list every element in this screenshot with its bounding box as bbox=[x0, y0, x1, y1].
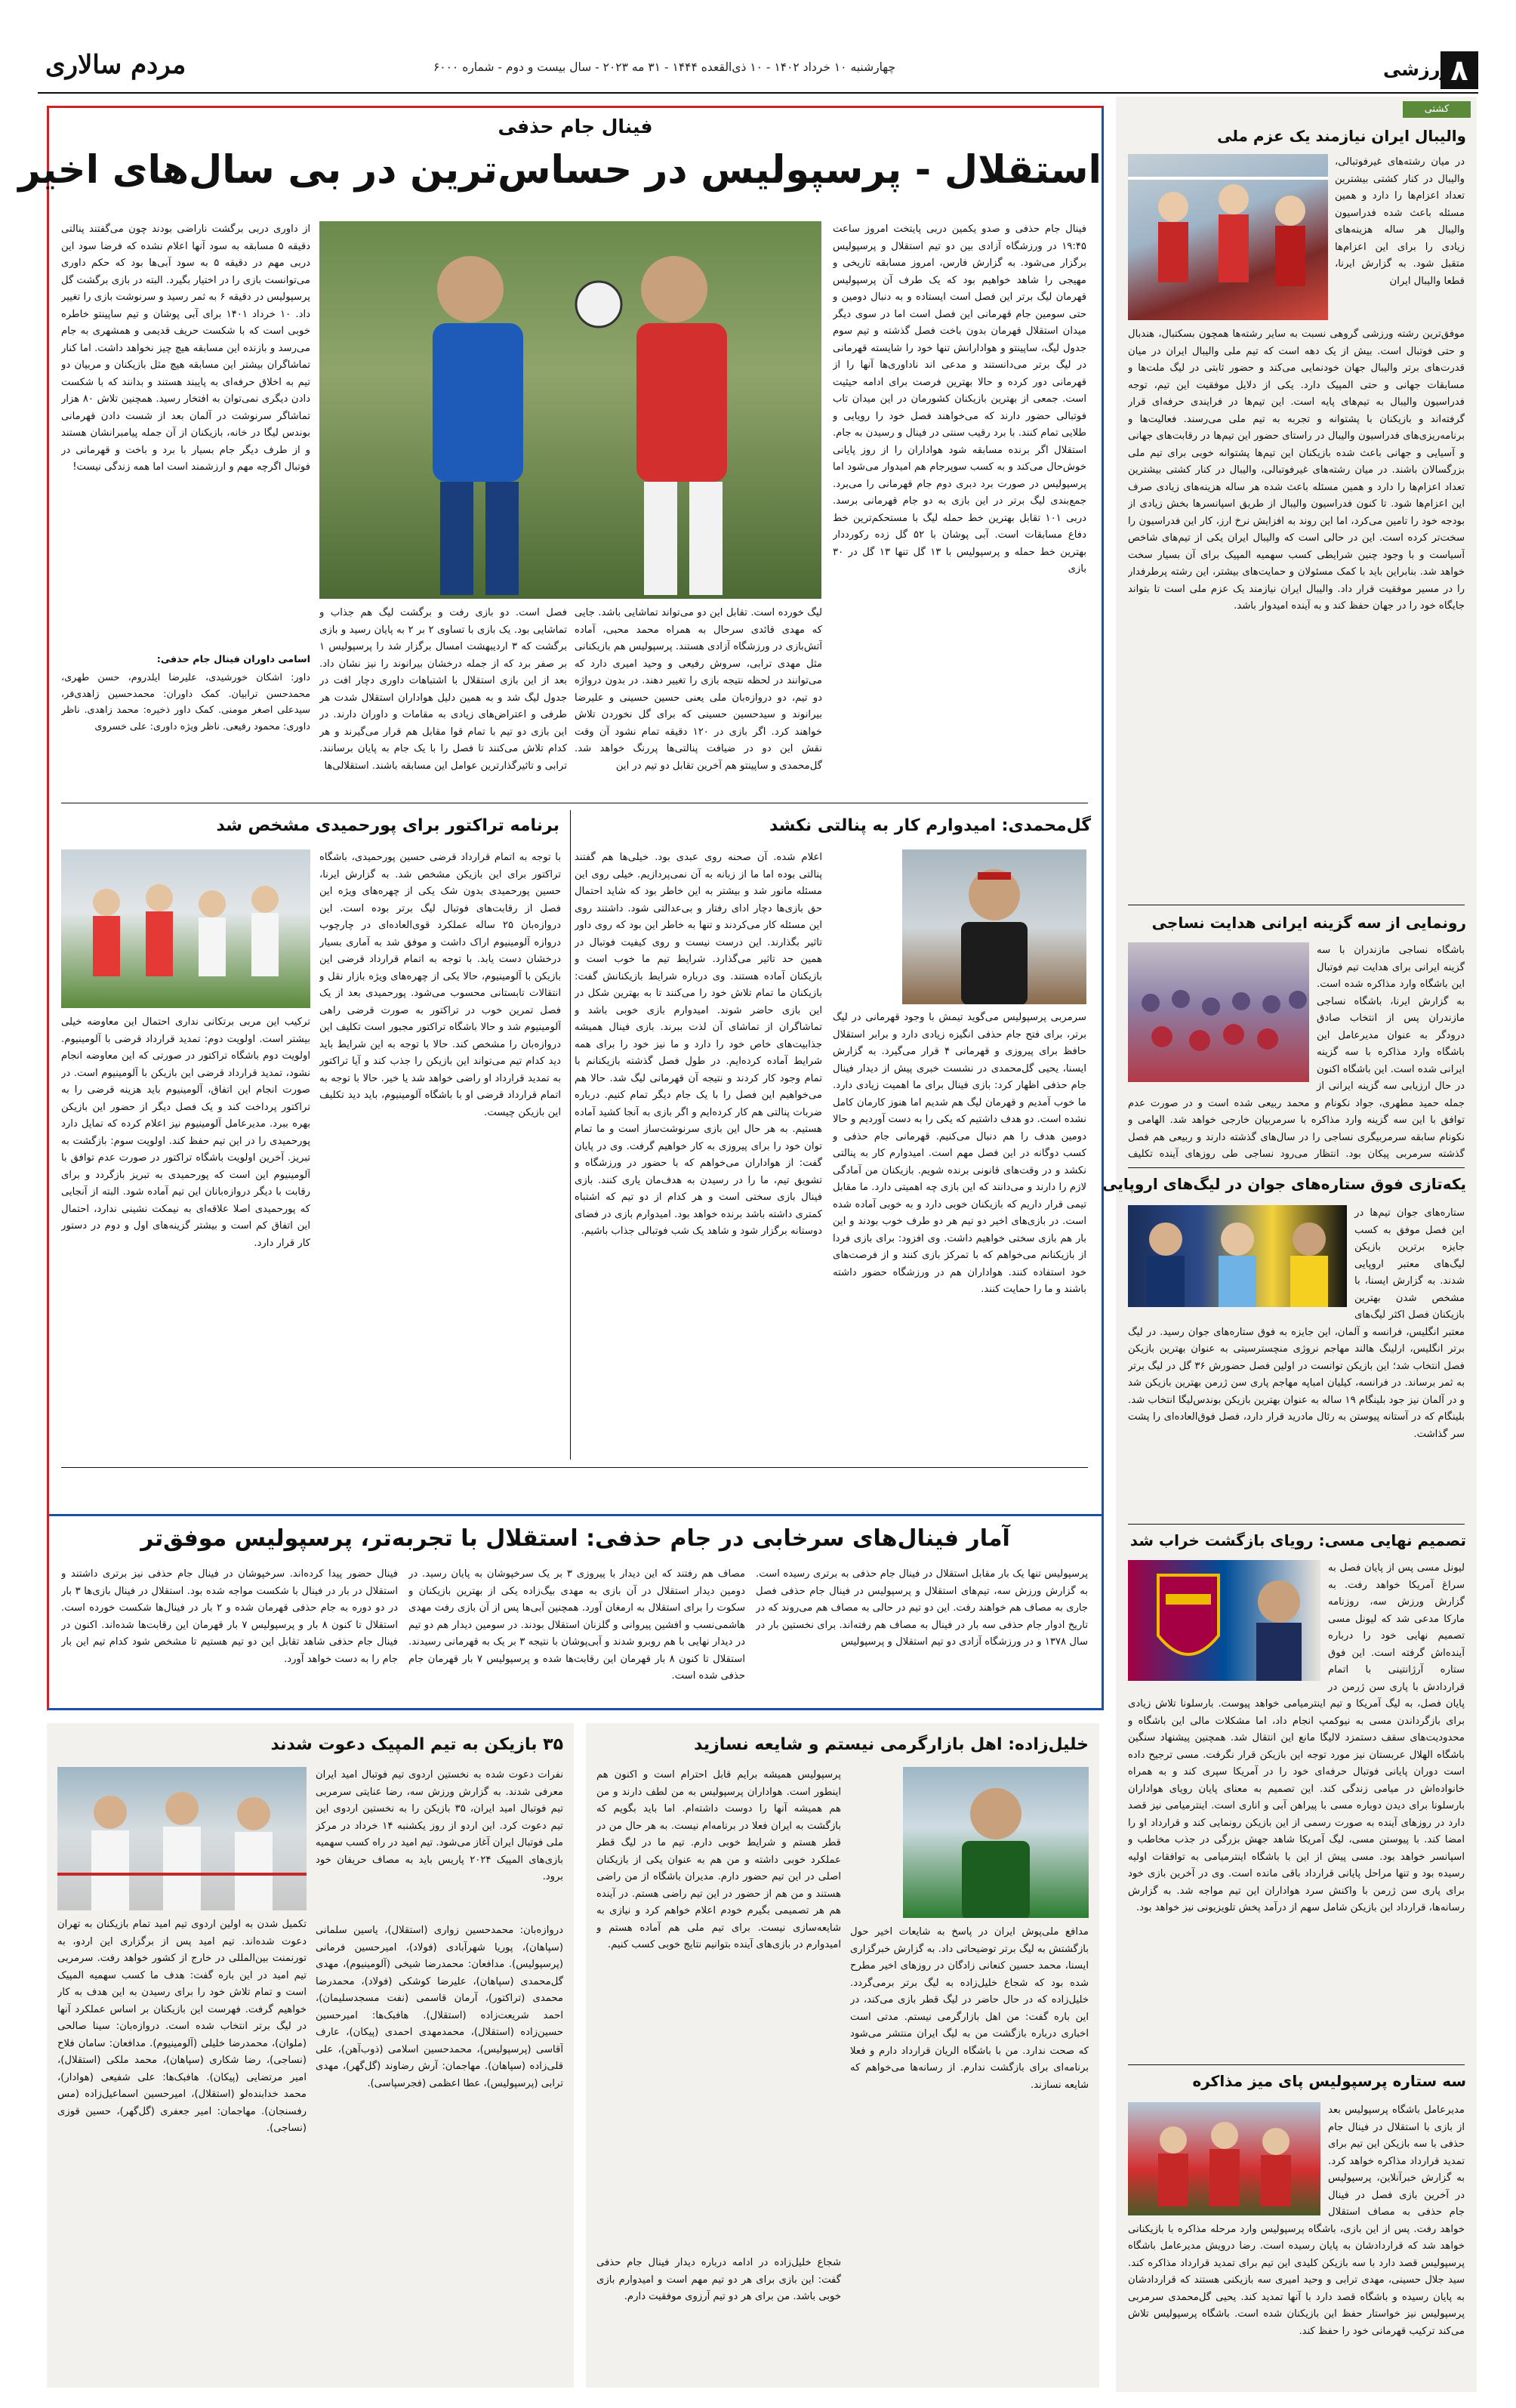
tractor-col-1: با توجه به اتمام قرارداد قرضی حسین پورحمیدی، باشگاه تراکتور برای این بازیکن مشخص شد. به گزارش ایرنا، حسین پورحمیدی بدون شک یکی از چهره‌های ویژه این فصل از رقابت‌های فوتبال لیگ برتر بوده است. این دروازه‌بان ۲۵ ساله عملکرد قوی‌العاده‌ای در چارچوب دروازه آلومینیوم اراک داشت و موفق شد به آماری بسیار درخشان دست یابد. با توجه به اتمام قرارداد قرضی این بازیکن با آلومینیوم، حالا یکی از چهره‌های ویژه بازار نقل و انتقالات تابستانی محسوب می‌شود. پورحمیدی بعد از یک فصل تمرین خوب در تراکتور به صورت قرضی راهی آلومینیوم شد و حالا باشگاه تراکتور مجبور است تکلیف این دروازه‌بان را مشخص کند. حالا با توجه به این شرایط باید دید کدام تیم می‌تواند این بازیکن را جذب کند و آیا تراکتور به تمدید قرارداد او راضی خواهد شد یا خیر. حالا با توجه به اتمام قرارداد قرضی او با باشگاه آلومینیوم، باید دید تکلیف این بازیکن چیست. bbox=[319, 852, 561, 1118]
golmohammadi-photo-art bbox=[902, 849, 1086, 1004]
khalilzadeh-title: خلیل‌زاده: اهل بازارگرمی نیستم و شایعه نسازید bbox=[694, 1735, 1089, 1754]
khalilzadeh-col-1: مدافع ملی‌پوش ایران در پاسخ به شایعات اخیر حول بازگشتش به لیگ برتر توضیحاتی داد. به گزارش خبرگزاری ایسنا، محمد حسین کنعانی زادگان در روزهای اخیر مطرح شده بود که شجاع خلیل‌زاده به لیگ برتر برمی‌گردد. خلیل‌زاده که در حال حاضر در لیگ قطر بازی می‌کند، در این باره گفت: من اهل بازارگرمی نیستم. مدتی است اخباری درباره بازگشت من به لیگ ایران منتشر می‌شود که صحت ندارد. من با باشگاه الریان قرارداد دارم و فعلا برنامه‌ای برای بازگشت ندارم. از رسانه‌ها می‌خواهم که شایعه نسازند. bbox=[850, 1926, 1089, 2091]
lead-col-1: فینال جام حذفی و صدو یکمین دربی پایتخت امروز ساعت ۱۹:۴۵ در ورزشگاه آزادی بین دو تیم استقلال و پرسپولیس برگزار می‌شود. به گزارش فارس، امروز مسابقه تاریخی و مهیجی را شاهد خواهیم بود که یک طرف آن پرسپولیس قهرمان لیگ برتر این فصل است ایستاده و به دنبال دومین و حتی سومین جام قهرمانی این فصل است اما در سوی دیگر میدان استقلال قهرمان بدون باخت فصل گذشته و تیم سوم جدول لیگ، ساپینتو و هوادارانش تنها خود را شایسته قهرمانی در لیگ برتر می‌دانستند و مدعی اند ناداوری‌ها آنها را از قهرمانی دور کرده و حالا بهترین فرصت برای ادامه حیثیت است. جمعی از بهترین بازیکنان کشورمان در این میدان تاب فوتبالی حضور دارند که می‌خواهند فصل خود را رویایی و طلایی تمام کنند. با برد رقیب سنتی در فینال و رسیدن به جام. استقلال اگر برنده مسابقه شود هواداران را از روز پایانی خوش‌حال می‌کند و به کسب سوپرجام هم امیدوار می‌شود اما پرسپولیس در صورت برد دبری دوم جام قهرمانی را می‌برد. جمع‌بندی لیگ برتر در این بازی به دو جام قهرمانی برسد. دربی ۱۰۱ تقابل بهترین خط حمله لیگ با مستحکم‌ترین خط دفاع مسابقات است. آبی پوشان با ۵۲ گل زده رکورددار بهترین خط حمله و پرسپولیس با ۱۳ گل تنها ۱۳ گل در ۳۰ بازی bbox=[833, 224, 1086, 575]
olympic-intro: نفرات دعوت شده به نخستین اردوی تیم فوتبال امید ایران معرفی شدند. به گزارش ورزش سه، رضا عنایتی سرمربی تیم فوتبال امید ایران، ۳۵ بازیکن را به نخستین اردوی این تیم دعوت کرد. این اردو از روز یکشنبه ۱۴ خرداد در مرکز ملی فوتبال ایران آغاز می‌شود. تیم امید در راه کسب سهمیه بازی‌های المپیک ۲۰۲۴ پاریس باید به مصاف حریفان خود برود. bbox=[316, 1769, 563, 1882]
volleyball-title: والیبال ایران نیازمند یک عزم ملی bbox=[1217, 127, 1466, 145]
persepolis-body bbox=[1128, 2102, 1465, 2389]
lead-col-3: فصل است. دو بازی رفت و برگشت لیگ هم جذاب و تماشایی بود. یک بازی با تساوی ۲ بر ۲ به پایان رسید و بازی برگشت که ۳ اردیبهشت امسال برگزار شد را پرسپولیس ۱ بر صفر برد که از جمله درخشان بیرانوند را نیز نشان داد. بعد از این بازی استقلال با اشتباهات داوری دچار افت در جدول لیگ شد و به همین دلیل هواداران استقلال شدت هر طرفی و اعتراض‌های زیادی به مقامات و داوران دارند. در این بازی دو تیم با تمام قوا مقابل هم قرار می‌گیرند و هر کدام تلاش می‌کنند تا فصل را با یک جام به پایان برسانند. ترابی و تاثیرگذارترین عوامل این مسابقه باشند. استقلالی‌ها bbox=[319, 607, 567, 772]
nassaji-title: رونمایی از سه گزینه ایرانی هدایت نساجی bbox=[1151, 914, 1466, 932]
sidebar-tag: کشتی bbox=[1403, 101, 1471, 118]
tractor-photo-art bbox=[61, 849, 310, 1008]
khalilzadeh-col-3: شجاع خلیل‌زاده در ادامه درباره دیدار فینال جام حذفی گفت: این بازی برای هر دو تیم مهم است و امیدوارم بازی خوبی باشد. من برای هر دو تیم آرزوی موفقیت دارم. bbox=[596, 2257, 841, 2302]
lineup-label: اسامی داوران فینال جام حذفی: bbox=[156, 654, 310, 665]
sidebar-divider-4 bbox=[1128, 2064, 1465, 2065]
olympic-title: ۳۵ بازیکن به تیم المپیک دعوت شدند bbox=[270, 1735, 563, 1754]
tractor-col-2: ترکیب این مربی برتکانی نداری احتمال این معاوضه خیلی بیشتر است. اولویت دوم: تمدید قرارداد قرضی با آلومینیوم. اولویت دوم باشگاه تراکتور در صورتی که این معاوضه انجام نشود، تمدید قرارداد قرضی این بازیکن با آلومینیوم است. در صورت انجام این اتفاق، آلومینیوم باید هزینه قرضی را به تراکتور پرداخت کند و یک فصل دیگر از حضور این بازیکن بهره ببرد. مدیرعامل آلومینیوم نیز اعلام کرده که تمایل دارد پورحمیدی را در این تیم حفظ کند. اولویت سوم: بازگشت به تبریز. آخرین اولویت باشگاه تراکتور در صورت عدم توافق با آلومینیوم این است که پورحمیدی به تبریز بازگردد و برای رقابت با دیگر دروازه‌بانان این تیم آماده شود. البته از آنجایی که پورحمیدی اصلا علاقه‌ای به نیمکت نشینی ندارد، احتمال این اتفاق کم است و بیشتر گزینه‌های اول و دوم در دستور کار قرار دارد. bbox=[61, 1016, 310, 1249]
lead-kicker: فینال جام حذفی bbox=[498, 116, 653, 137]
stars-text: ستاره‌های جوان تیم‌ها در این فصل موفق به کسب جایزه برترین بازیکن لیگ‌های معتبر اروپایی شدند. به گزارش ایسنا، با مشخص شدن بهترین بازیکنان فصل اکثر لیگ‌های معتبر انگلیس، فرانسه و آلمان، این جایزه به فوق ستاره‌های جوان رسید. در لیگ برتر انگلیس، ارلینگ هالند مهاجم نروژی منچسترسیتی به عنوان بهترین بازیکن فصل انتخاب شد؛ این بازیکن توانست در اولین فصل حضورش ۳۶ گل در لیگ برتر به ثمر برساند. در فرانسه، کیلیان امباپه مهاجم پاری سن ژرمن بهترین بازیکن شد و در آلمان نیز جود بلینگام ۱۹ ساله به عنوان بهترین بازیکن بوندس‌لیگا انتخاب شد. بلینگام که در آستانه پیوستن به رئال مادرید قرار دارد، فصل فوق‌العاده‌ای را پشت سر گذاشت. bbox=[1128, 1207, 1465, 1440]
page-number: ۸ bbox=[1441, 51, 1478, 89]
dateline: چهارشنبه ۱۰ خرداد ۱۴۰۲ - ۱۰ ذی‌القعده ۱۴۴۴ - ۳۱ مه ۲۰۲۳ - سال بیست و دوم - شماره ۶۰۰۰ bbox=[433, 60, 896, 74]
golmohammadi-title: گل‌محمدی: امیدوارم کار به پنالتی نکشد bbox=[769, 816, 1091, 835]
lead-box bbox=[18, 106, 1104, 1516]
olympic-box bbox=[47, 1723, 574, 2388]
volleyball-intro: در میان رشته‌های غیرفوتبالی، والیبال در کنار کشتی بیشترین تعداد اعزام‌ها را دارد و همین مسئله باعث شده فدراسیون والیبال هر ساله هزینه‌های زیادی را برای این اعزام‌ها متقبل شود. به گزارش ایرنا، قطعا والیبال ایران bbox=[1335, 156, 1465, 287]
lead-title: استقلال - پرسپولیس در حساس‌ترین در بی سال‌های اخیر bbox=[18, 148, 1102, 193]
tractor-title: برنامه تراکتور برای پورحمیدی مشخص شد bbox=[216, 816, 559, 835]
stats-col-2: مصاف هم رفتند که این دیدار با پیروزی ۳ بر یک سرخپوشان به پایان رسید. در دومین دیدار استقلال در آن بازی به مهدی بیگ‌زاده یکی از بهترین بازیکنان و سکوت را برای استقلال به ارمغان آورد. همچنین آبی‌ها پس از آن بازی رفت مهدی هاشمی‌نسب و افشین پیروانی و گلزنان استقلال بودند. در سومین دیدار هم دو تیم در دیدار نهایی با هم روبرو شدند و آبی‌پوشان با نتیجه ۳ بر یک به قهرمانی رسیدند. استقلال تا کنون ۸ بار قهرمان این رقابت‌ها شده و پرسپولیس ۷ بار قهرمان جام حذفی شده است. bbox=[408, 1568, 745, 1682]
khalilzadeh-box bbox=[586, 1723, 1099, 2388]
golmohammadi-col-2: اعلام شده. آن صحنه روی عبدی بود. خیلی‌ها هم گفتند پنالتی بوده اما ما از زبانه به آن نمی‌پردازیم. خیلی روی این مسئله مانور شد و بیشتر به این خاطر بود که شاید احتمال حق بازی‌ها دچار ادای رفتار و بی‌عدالتی شود. داشتند روی این مسئله کار می‌کردند و تنها به خاطر این بود که روی داور تاثیر بگذارند. این درست نیست و روی کیفیت فوتبال در همین حد تاثیر می‌گذارد. شرایط تیم ما خوب است و بازیکنان آماده هستند. وی درباره شرایط بازیکنانش گفت: بازیکنان ما تمام تلاش خود را می‌کنند تا به بهترین شکل در این بازی حاضر شوند. امیدوارم بازی خوبی باشد و تماشاگران از تماشای آن لذت ببرند. بازی فینال همیشه جذابیت‌های خاص خود را دارد و ما نیز خود را برای همه شرایط آماده کرده‌ایم. در طول فصل گذشته بازیکنانم با تمام وجود کار کردند و نتیجه آن قهرمانی لیگ شد. حالا هم می‌خواهیم این فصل را با یک جام دیگر تمام کنیم. درباره ضربات پنالتی هم کار کرده‌ایم و اگر بازی به آنجا کشید آماده هستیم. به هر حال این بازی سرنوشت‌ساز است و ما تمام توان خود را برای پیروزی به کار خواهیم گرفت. وی در پایان گفت: از هواداران می‌خواهم که با حضور در ورزشگاه و تشویق تیم، ما را در رسیدن به هدف‌مان یاری کنند. بازی فینال بازی سختی است و هر کدام از دو تیم که اشتباه کمتری داشته باشد برنده خواهد بود. امیدوارم بازی در فضای دوستانه برگزار شود و شاهد یک شب فوتبالی جذاب باشیم. bbox=[575, 852, 822, 1237]
stats-title: آمار فینال‌های سرخابی در جام حذفی: استقلال با تجربه‌تر، پرسپولیس موفق‌تر bbox=[140, 1525, 1010, 1552]
messi-body bbox=[1128, 1560, 1465, 2058]
messi-title: تصمیم نهایی مسی: رویای بازگشت خراب شد bbox=[1129, 1531, 1466, 1549]
section-name: ورزشی bbox=[1383, 59, 1452, 80]
messi-text: لیونل مسی پس از پایان فصل به سراغ آمریکا خواهد رفت. به گزارش ورزش سه، روزنامه مارکا مدعی شد که لیونل مسی تصمیم نهایی خود را درباره آینده‌اش گرفته است. این فوق ستاره آرژانتینی با اتمام قراردادش با پاری سن ژرمن در پایان فصل، به لیگ آمریکا و تیم اینترمیامی خواهد پیوست. بارسلونا تلاش زیادی برای بازگرداندن مسی به نیوکمپ انجام داد، اما مشکلات مالی این باشگاه و محدودیت‌های سقف دستمزد لالیگا مانع این انتقال شد. همچنین پیشنهاد سنگین باشگاه الهلال عربستان نیز مورد توجه این بازیکن قرار نگرفت. مسی ترجیح داده است دوران پایانی فوتبال حرفه‌ای خود را در آمریکا سپری کند و به همراه خانواده‌اش در میامی زندگی کند. این تصمیم به معنای پایان رویای هواداران بارسلونا برای دیدن دوباره مسی با پیراهن آبی و اناری است. اینترمیامی نیز قصد دارد در روزهای آینده به صورت رسمی از این بازیکن رونمایی کند و قرارداد او را امضا کند. با پیوستن مسی، لیگ آمریکا شاهد جهش بزرگی در جذب مخاطب و اسپانسر خواهد بود. مسی پیش از این با باشگاه اینترمیامی به توافقات اولیه رسیده بود و تنها مراحل پایانی قرارداد باقی مانده است. وی در آخرین بازی خود برای پاری سن ژرمن با واکنش سرد هواداران این تیم مواجه شد. به گزارش رسانه‌ها، قرارداد این بازیکن شامل سهم از درآمد پخش تلویزیونی نیز خواهد بود. bbox=[1128, 1562, 1465, 1913]
volleyball-body: موفق‌ترین رشته ورزشی گروهی نسبت به سایر رشته‌ها همچون بسکتبال، هندبال و حتی فوتبال است. بیش از یک دهه است که تیم ملی والیبال ایران در میان قدرت‌های برتر والیبال جهان خودنمایی می‌کند و حضور ثابتی در لیگ ملت‌ها و مسابقات جهانی و حتی المپیک دارد. یکی از دلایل موفقیت این تیم، توجه فدراسیون والیبال به تیم‌های پایه است. این تیم‌ها در فرایندی حرفه‌ای قرار گرفته‌اند و بازیکنان با پشتوانه و تجربه به تیم ملی می‌رسند. فعالیت‌ها و برنامه‌ریزی‌های فدراسیون والیبال در راستای حضور این تیم‌ها در رقابت‌های جهانی و آسیایی و جهانی باعث شده بازیکنان این تیم‌ها پشتوانه خوبی برای تیم ملی بزرگسالان باشند. در میان رشته‌های غیرفوتبالی، والیبال در کنار کشتی بیشترین تعداد اعزام‌ها را دارد و همین مسئله باعث شده هر ساله هزینه‌های زیادی صرف این اعزام‌ها شود. تا کنون فدراسیون والیبال از طریق اسپانسرها بخش زیادی از بودجه خود را تامین می‌کرد، اما این روند به افزایش نرخ ارز، کار این فدراسیون را سخت‌تر کرده است. این در حالی است که والیبال ایران یکی از تیم‌های شاخص آسیاست و با وجود چنین شرایطی کسب سهمیه المپیک برای آن بسیار سخت خواهد شد. بنابراین باید با کمک مسئولان و حمایت‌های بیشتر، این رشته پرطرفدار را در مسیر موفقیت قرار داد. والیبال ایران نیازمند یک عزم ملی است تا بتواند جایگاه خود را در جهان حفظ کند و به آینده امیدوار باشد. bbox=[1128, 328, 1465, 612]
stats-col-3: فینال حضور پیدا کرده‌اند. سرخپوشان در فینال جام حذفی نیز برتری داشتند و استقلال در بار در فینال با شکست مواجه شده بود. استقلال در فینال بازی‌ها ۳ بار در دو دوره به جام حذفی قهرمان شده و ۲ بار در فینال‌ها شکست خورده است. استقلال تا کنون ۸ بار و پرسپولیس ۷ بار قهرمان این رقابت‌ها شده‌اند. اکنون در فینال جام حذفی شاهد تقابل این دو تیم هستیم تا مشخص شود کدام تیم این بار جام را به دست خواهد آورد. bbox=[61, 1568, 398, 1665]
tractor-photo bbox=[61, 849, 310, 1008]
golmohammadi-photo bbox=[902, 849, 1086, 1004]
lead-photo-art bbox=[319, 221, 821, 599]
olympic-col-2: تکمیل شدن به اولین اردوی تیم امید تمام بازیکنان به تهران دعوت شده‌اند. تیم امید پس از برگزاری این اردو، به تورنمنت بین‌المللی در خارج از کشور خواهد رفت. سرمربی تیم امید در این باره گفت: هدف ما کسب سهمیه المپیک است و تمام تلاش خود را برای رسیدن به این هدف به کار خواهیم گرفت. فهرست این بازیکنان بر اساس عملکرد آنها در لیگ برتر انتخاب شده است. دروازه‌بان: سینا صالحی (ملوان)، محمدرضا خلیلی (آلومینیوم). مدافعان: سامان فلاح (نساجی)، رضا شکاری (سپاهان)، محمد ملکی (استقلال)، امیر مرتضایی (پیکان). هافبک‌ها: علی شفیعی (هوادار)، محمد خدابنده‌لو (استقلال)، امیرحسین اسماعیل‌زاده (مس رفسنجان). مهاجمان: امیر جعفری (گل‌گهر)، حسین قوزی (نساجی). bbox=[57, 1919, 307, 2134]
khalilzadeh-photo-art bbox=[903, 1767, 1089, 1918]
persepolis-text: مدیرعامل باشگاه پرسپولیس بعد از بازی با استقلال در فینال جام حذفی با سه بازیکن این تیم برای تمدید قرارداد مذاکره خواهد کرد. به گزارش خبرآنلاین، پرسپولیس در آخرین بازی فصل در فینال جام حذفی به مصاف استقلال خواهد رفت. پس از این بازی، باشگاه پرسپولیس وارد مرحله مذاکره با بازیکنانی خواهد شد که قراردادشان به پایان رسیده است. رضا درویش مدیرعامل باشگاه پرسپولیس قصد دارد با سه بازیکن کلیدی این تیم برای تمدید قرارداد مذاکره کند. سید جلال حسینی، مهدی ترابی و وحید امیری سه بازیکنی هستند که قراردادشان به پایان رسیده و باشگاه قصد دارد با آنها تمدید کند. یحیی گل‌محمدی سرمربی پرسپولیس نیز خواستار حفظ این بازیکنان شده است. باشگاه پرسپولیس تلاش می‌کند ترکیب قهرمانی خود را حفظ کند. bbox=[1128, 2104, 1465, 2337]
olympic-photo-art bbox=[57, 1767, 307, 1910]
sidebar-divider-3 bbox=[1128, 1524, 1465, 1525]
masthead bbox=[0, 0, 1516, 94]
golmohammadi-col-1: سرمربی پرسپولیس می‌گوید تیمش با وجود قهرمانی در لیگ برتر، برای فتح جام حذفی انگیزه زیادی دارد و برابر استقلال حافظ برای پیروزی و قهرمانی ۴ قرار می‌گیرد. به گزارش ایسنا، یحیی گل‌محمدی در نشست خبری پیش از دیدار فینال جام حذفی اظهار کرد: بازی فینال برای ما اهمیت زیادی دارد. ما خوب آمدیم و قهرمان لیگ هم شدیم اما هنوز کارمان کامل نشده است. دو هدف داشتیم که یکی را به دست آوردیم و حالا دومین هدف را هم دنبال می‌کنیم. قهرمانی جام حذفی و کسب دوگانه در این فصل مهم است. امیدوارم کار به پنالتی نکشد و در وقت‌های قانونی برنده شویم. بازیکنان من آمادگی لازم را دارند و می‌دانند که این بازی چه اهمیتی دارد. ما مقابل تیمی قرار داریم که بازیکنان خوبی دارد و به خوبی آماده شده است. در بازی‌های اخیر دو تیم هر دو طرف خوب بودند و این بار هم بازی سختی خواهیم داشت. وی افزود: برای بازی فردا از بازیکنانم می‌خواهم که با تمرکز بازی کنند و از فرصت‌های خود استفاده کنند. هواداران هم در ورزشگاه حضور داشته باشند و ما را حمایت کنند. bbox=[833, 1012, 1086, 1295]
sidebar-divider-2 bbox=[1128, 1167, 1465, 1168]
masthead-rule bbox=[38, 92, 1478, 94]
lead-photo bbox=[319, 221, 821, 599]
nassaji-body bbox=[1128, 942, 1465, 1161]
lineup: داور: اشکان خورشیدی، علیرضا ایلدروم، حسن طهری، محمدحسن ترابیان. کمک داوران: محمدحسین زاهدی‌فر، سیدعلی اصغر مومنی. کمک داور ذخیره: محمد زاهدی. ناظر داوری: محمود رفیعی. ناظر ویژه داوری: علی خسروی bbox=[61, 672, 310, 732]
nassaji-text: باشگاه نساجی مازندران با سه گزینه ایرانی برای هدایت تیم فوتبال این باشگاه وارد مذاکره شده است. به گزارش ایرنا، باشگاه نساجی مازندران پس از انتخاب صادق درودگر به عنوان مدیرعامل این باشگاه وارد مذاکره با سه گزینه ایرانی شده است. این باشگاه اکنون در حال ارزیابی سه گزینه ایرانی از جمله حمید مطهری، جواد نکونام و محمد ربیعی شده است و در صورت عدم توافق با این سه گزینه وارد مذاکره با سرمربیان خارجی خواهد شد. الهامی و نکونام سابقه سرمربیگری نساجی را در سال‌های گذشته دارند و ربیعی هم فصل گذشته سرمربی پیکان بود. انتظار می‌رود نساجی طی روزهای آینده تکلیف bbox=[1128, 945, 1465, 1160]
volleyball-photo-art bbox=[1128, 154, 1328, 320]
lead-vertical-rule bbox=[570, 810, 571, 1460]
lead-col-4: از داوری دربی برگشت ناراضی بودند چون می‌گفتند پنالتی دقیقه ۵ مسابقه به سود آنها اعلام نشده که فرضا سود این دربی مهم در دقیقه ۵ به سود آبی‌ها بود که حکم داوری می‌توانست بازی را در اختیار بگیرد. البته در بازی برگشت گل پرسپولیس در دقیقه ۶ به ثمر رسید و سرنوشت بازی را تغییر داد. ۱۰ خرداد ۱۴۰۱ برای آبی پوشان و تیم ساپینتو خاطره خوبی است که با شکست حریف قدیمی و همشهری به جام می‌رسد و بازنده این مسابقه هیچ چیز نخواهد داشت. اما کنار تماشاگران بیشتر این مسابقه هیچ مثل بازیکنان و مربیان دو تیم به اخلاق حرفه‌ای به پایبند هستند و بدانند که با شکست دادن دیگری نمی‌توان به افتخار رسید. همچنین تلاش ۸۰ هزار تماشاگر سرنوشت در آلمان بعد از شست دادن قهرمانی بوندس لیگا در خانه، بازیکنان از آن جمله پیامبرانشان هستند و از طرف دیگر جام بسیار با برد و باخت و قهرمانی در فوتبال اگرچه مهم و ارزشمند است اما همه زندگی نیست! bbox=[61, 224, 310, 473]
stars-body bbox=[1128, 1205, 1465, 1522]
persepolis-stars-title: سه ستاره پرسپولیس پای میز مذاکره bbox=[1192, 2072, 1466, 2090]
sidebar bbox=[1102, 97, 1477, 2392]
stats-col-1: پرسپولیس تنها یک بار مقابل استقلال در فینال جام حذفی به برتری رسیده است. به گزارش ورزش سه، تیم‌های استقلال و پرسپولیس در فینال جام حذفی فصل جاری به مصاف هم خواهند رفت. این دو تیم در حالی به مصاف هم می‌روند که در تاریخ ادوار جام حذفی سه بار در فینال به مصاف هم رفته‌اند. برای نخستین بار در سال ۱۳۷۸ و در ورزشگاه آزادی دو تیم استقلال و پرسپولیس bbox=[756, 1568, 1088, 1648]
stats-box bbox=[47, 1512, 1104, 1710]
khalilzadeh-photo bbox=[903, 1767, 1089, 1918]
stats-rule bbox=[61, 1467, 1088, 1468]
volleyball-photo bbox=[1128, 154, 1328, 320]
olympic-players: دروازه‌بان: محمدحسین زواری (استقلال)، یاسین سلمانی (سپاهان)، پوریا شهرآبادی (فولاد)، امیرحسین فرمانی (پرسپولیس). مدافعان: محمدرضا شیخی (آلومینیوم)، مهدی گل‌محمدی (سپاهان)، علیرضا کوشکی (فولاد)، محمدرضا محمدی (تراکتور)، آرمان قاسمی (نفت مسجدسلیمان)، احمد شریعت‌زاده (استقلال). هافبک‌ها: امیرحسین حسین‌زاده (استقلال)، محمدمهدی احمدی (پیکان)، عارف آقاسی (پرسپولیس)، محمدحسین اسلامی (ذوب‌آهن)، علی قلی‌زاده (سپاهان). مهاجمان: آرش رضاوند (گل‌گهر)، مهدی ترابی (پرسپولیس)، عطا اعظمی (فجرسپاسی). bbox=[316, 1925, 563, 2089]
lead-col-2: لیگ خورده است. تقابل این دو می‌تواند تماشایی باشد. جایی که مهدی قائدی سرحال به همراه محمد محبی، آماده آتش‌بازی در ورزشگاه آزادی هستند. پرسپولیس هم بازیکنانی مثل مهدی ترابی، سروش رفیعی و وحید امیری دارد که می‌توانند در لحظه نتیجه بازی را تغییر دهند. در بدون درواژه دو تیم، دو دروازه‌بان ملی یعنی حسین حسینی و علیرضا بیرانوند و سیدحسین حسینی که برای گل نخوردن تلاش خواهند کرد. اگر بازی در ۱۲۰ دقیقه تمام نشود آن وقت نقش این دو در ضیافت پنالتی‌ها پررنگ خواهد شد. گل‌محمدی و ساپینتو هم آخرین تقابل دو تیم در این bbox=[575, 607, 822, 772]
stars-title: یکه‌تازی فوق ستاره‌های جوان در لیگ‌های اروپایی bbox=[1102, 1175, 1466, 1193]
khalilzadeh-col-2: پرسپولیس همیشه برایم قابل احترام است و اکنون هم اینطور است. هواداران پرسپولیس به من لطف دارند و من هم همیشه آنها را دوست داشته‌ام. اما باید بگویم که بازگشت به ایران فعلا در برنامه‌ام نیست. به هر حال من در قطر هستم و شرایط خوبی دارم. تیم ما در لیگ قطر عملکرد خوبی داشته و من هم به عنوان یکی از بازیکنان اصلی در این تیم حضور دارم. مدیران باشگاه از من راضی هستند و من هم از حضور در این تیم راضی هستم. در آینده هم هر تصمیمی بگیرم خودم اعلام خواهم کرد و نیازی به شایعه‌سازی نیست. برای تیم ملی هم آماده هستم و امیدوارم در بازی‌های آینده بتوانیم نتایج خوبی کسب کنیم. bbox=[596, 1769, 841, 1950]
olympic-photo bbox=[57, 1767, 307, 1910]
newspaper-logo: مردم سالاری bbox=[45, 50, 186, 80]
